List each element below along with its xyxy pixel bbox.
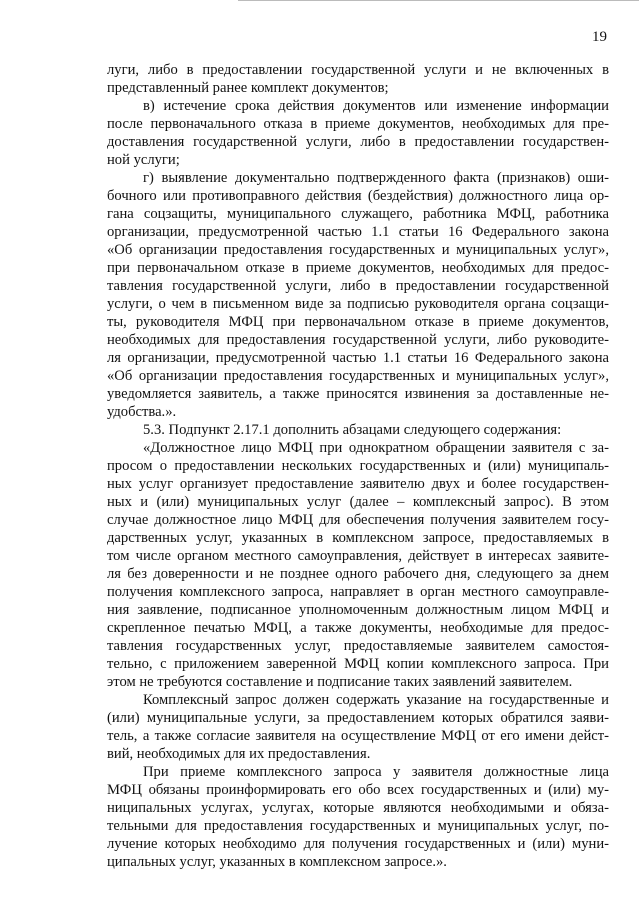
text-line: луги, либо в предоставлении государственной услуги и не включенных в [107, 62, 609, 78]
text-line: ной услуги; [107, 152, 180, 168]
text-line: получения комплексного запроса, направляет в орган местного самоуправле- [107, 584, 609, 600]
paragraph [107, 61, 609, 97]
text-line: организации, предусмотренной частью 1.1 статьи 16 Федерального закона [107, 224, 609, 240]
text-line: ных услуг организует предоставление заявителю двух и более государствен- [107, 476, 609, 492]
text-line: При приеме комплексного запроса у заявителя должностные лица [143, 764, 609, 780]
text-line: «Об организации предоставления государственных и муниципальных услуг», [107, 368, 609, 384]
paragraph [107, 439, 609, 691]
paragraph [107, 97, 609, 169]
text-line: лучение которых необходимо для получения государственных и (или) муни- [107, 836, 609, 852]
text-line: скрепленное печатью МФЦ, а также документы, необходимые для предос- [107, 620, 609, 636]
text-line: ципальных услуг, указанных в комплексном запросе.». [107, 854, 447, 870]
text-line: в) истечение срока действия документов или изменение информации [143, 98, 609, 114]
text-line: ля организации, предусмотренной частью 1.1 статьи 16 Федерального закона [107, 350, 609, 366]
text-line: вий, необходимых для их предоставления. [107, 746, 371, 762]
text-line: просом о предоставлении нескольких государственных и (или) муниципаль- [107, 458, 609, 474]
document-body [107, 61, 609, 871]
text-line: 5.3. Подпункт 2.17.1 дополнить абзацами следующего содержания: [143, 422, 562, 438]
text-line: случае должностное лицо МФЦ для обеспечения получения заявителем госу- [107, 512, 609, 528]
text-line: ниципальных услугах, услугах, которые являются необходимыми и обяза- [107, 800, 609, 816]
text-line: тельно, с приложением заверенной МФЦ копии комплексного запроса. При [107, 656, 609, 672]
paragraph [107, 421, 609, 439]
text-line: необходимых для предоставления государственной услуги, либо руководите- [107, 332, 609, 348]
text-line: г) выявление документально подтвержденного факта (признаков) оши- [143, 170, 609, 186]
text-line: при первоначальном отказе в приеме документов, необходимых для предос- [107, 260, 609, 276]
text-line: ты, руководителя МФЦ при первоначальном отказе в приеме документов, [107, 314, 609, 330]
text-line: дарственных услуг, указанных в комплексном запросе, предоставляемых в [107, 530, 609, 546]
text-line: бочного или противоправного действия (бездействия) должностного лица ор- [107, 188, 609, 204]
text-line: Комплексный запрос должен содержать указание на государственные и [143, 692, 609, 708]
text-line: ля без доверенности и не позднее одного рабочего дня, следующего за днем [107, 566, 609, 582]
text-line: ных и (или) муниципальных услуг (далее – комплексный запрос). В этом [107, 494, 609, 510]
text-line: тавления государственных услуг, предоставляемые заявителем самостоя- [107, 638, 609, 654]
paragraph [107, 763, 609, 871]
text-line: этом не требуются составление и подписание таких заявлений заявителем. [107, 674, 573, 690]
paragraph [107, 169, 609, 421]
text-line: после первоначального отказа в приеме документов, необходимых для пре- [107, 116, 609, 132]
text-line: тельными для предоставления государственных и муниципальных услуг, по- [107, 818, 609, 834]
text-line: ния заявление, подписанное уполномоченным должностным лицом МФЦ и [107, 602, 609, 618]
text-line: доставления государственной услуги, либо в предоставлении государствен- [107, 134, 609, 150]
text-line: «Должностное лицо МФЦ при однократном обращении заявителя с за- [143, 440, 609, 456]
text-line: тель, а также согласие заявителя на осуществление МФЦ от его имени дейст- [107, 728, 609, 744]
text-line: уведомляется заявитель, а также приносятся извинения за доставленные не- [107, 386, 609, 402]
text-line: гана соцзащиты, муниципального служащего, работника МФЦ, работника [107, 206, 609, 222]
text-line: (или) муниципальные услуги, за предоставлением которых обратился заяви- [107, 710, 609, 726]
text-line: удобства.». [107, 404, 177, 420]
text-line: МФЦ обязаны проинформировать его обо всех государственных и (или) му- [107, 782, 609, 798]
text-line: «Об организации предоставления государственных и муниципальных услуг», [107, 242, 609, 258]
text-line: услуги, о чем в письменном виде за подписью руководителя органа соцзащи- [107, 296, 609, 312]
text-line: тавления государственной услуги, либо в предоставлении государственной [107, 278, 609, 294]
text-line: том числе органом местного самоуправления, действует в интересах заявите- [107, 548, 609, 564]
page-number: 19 [592, 29, 607, 45]
text-line: представленный ранее комплект документов; [107, 80, 389, 96]
paragraph [107, 691, 609, 763]
scan-edge-line [238, 0, 639, 1]
